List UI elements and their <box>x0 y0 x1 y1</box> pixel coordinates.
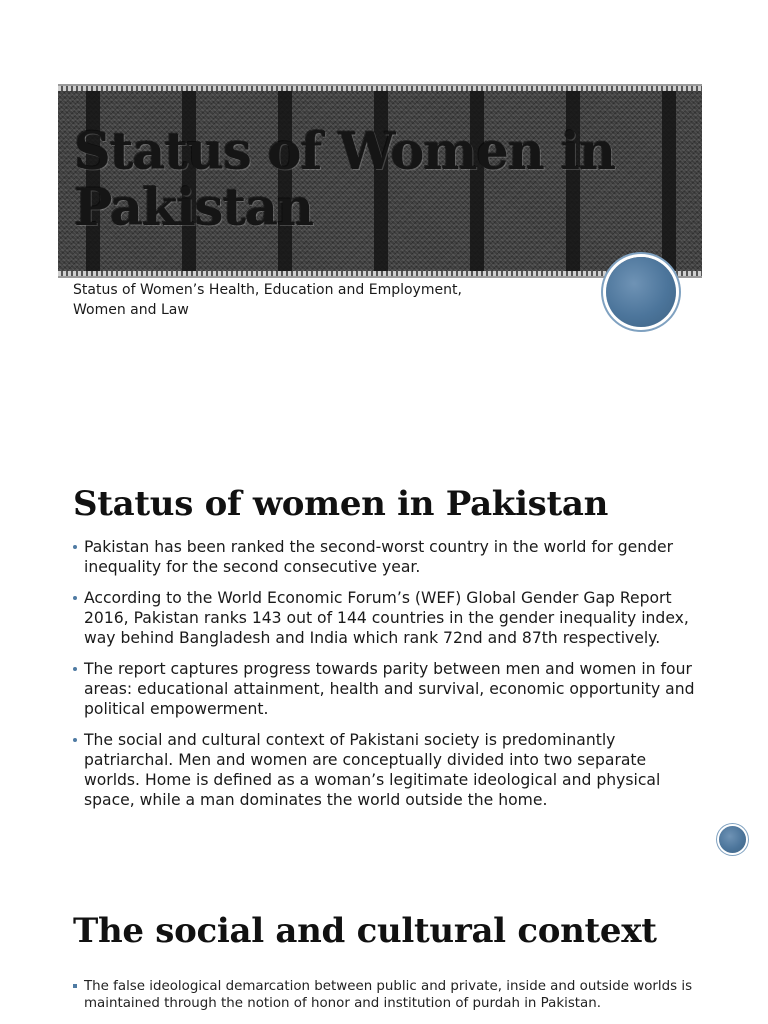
bullet-item <box>72 659 702 719</box>
subtitle-line-1: Status of Women’s Health, Education and Employment, <box>73 282 462 298</box>
title-slide <box>0 0 768 400</box>
slide-title: The social and cultural context <box>73 911 657 951</box>
decorative-circle-small <box>719 826 746 853</box>
decorative-circle-large <box>606 257 676 327</box>
bullet-marker <box>73 545 77 549</box>
bullet-text: The social and cultural context of Pakistani society is predominantly patriarchal. Men and women are conceptually divided into two separate worlds. Home is defined as a woman’s legitimate ideological and physical space, while a man dominates the world outside the home. <box>84 731 661 809</box>
bullet-marker <box>73 738 77 742</box>
content-slide-context <box>0 880 768 1024</box>
bullet-marker <box>73 984 77 988</box>
bullet-item <box>72 978 712 1012</box>
presentation-subtitle <box>73 280 573 320</box>
bullet-marker <box>73 596 77 600</box>
bullet-item <box>72 730 702 810</box>
bullet-list <box>72 537 702 821</box>
bullet-marker <box>73 667 77 671</box>
content-slide-status <box>0 440 768 880</box>
bullet-text: The false ideological demarcation between public and private, inside and outside worlds is maintained through the notion of honor and institution of purdah in Pakistan. <box>84 979 693 1011</box>
bullet-list <box>72 978 712 1012</box>
slide-title: Status of women in Pakistan <box>73 484 609 524</box>
bullet-text: The report captures progress towards parity between men and women in four areas: educational attainment, health and survival, economic opportunity and political empowerment. <box>84 660 695 718</box>
bullet-text: According to the World Economic Forum’s (WEF) Global Gender Gap Report 2016, Pakistan ranks 143 out of 144 countries in the gender inequality index, way behind Bangladesh and India which rank 72nd and 87th respectively. <box>84 589 689 647</box>
banner-top-edge <box>58 86 702 91</box>
bullet-item <box>72 588 702 648</box>
subtitle-line-2: Women and Law <box>73 302 189 318</box>
bullet-item <box>72 537 702 577</box>
banner-bottom-edge <box>58 271 702 276</box>
bullet-text: Pakistan has been ranked the second-worst country in the world for gender inequality for the second consecutive year. <box>84 538 674 576</box>
title-banner <box>58 84 702 278</box>
presentation-title: Status of Women in Pakistan <box>74 122 616 238</box>
